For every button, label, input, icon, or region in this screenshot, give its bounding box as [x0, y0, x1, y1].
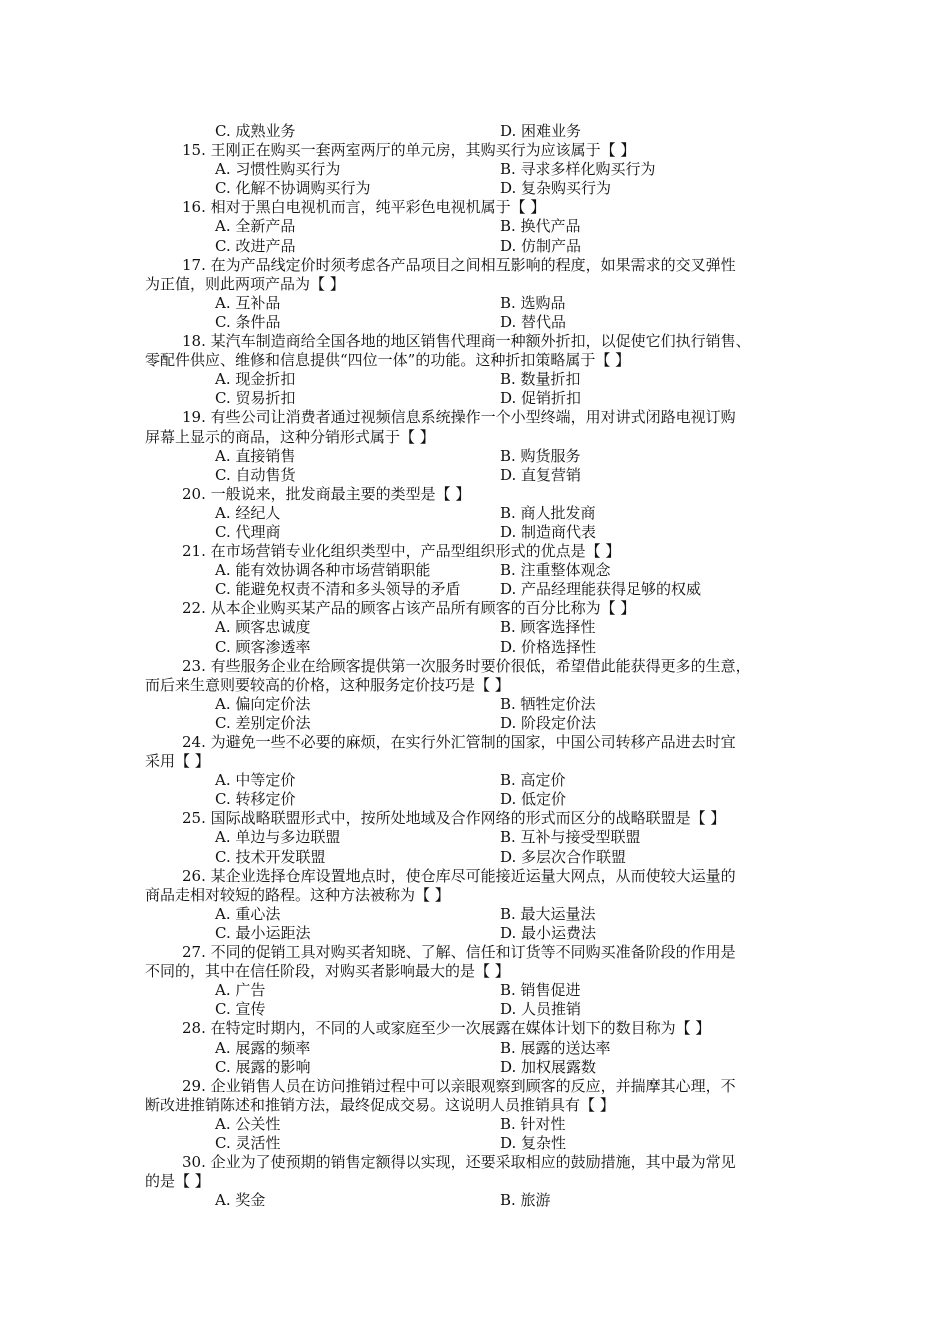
exam-page: [0, 122, 950, 1210]
answer-option: A. 单边与多边联盟: [215, 828, 341, 847]
option-row: [0, 447, 950, 466]
option-row: [0, 714, 950, 733]
option-row: [0, 905, 950, 924]
answer-option: B. 选购品: [500, 293, 566, 312]
question-stem-line: 而后来生意则要较高的价格，这种服务定价技巧是【 】: [145, 675, 510, 694]
option-row: [0, 160, 950, 179]
answer-option: A. 中等定价: [215, 771, 296, 790]
question-stem-line: 26. 某企业选择仓库设置地点时，使仓库尽可能接近运量大网点，从而使较大运量的: [182, 866, 736, 885]
answer-option: B. 寻求多样化购买行为: [500, 160, 656, 179]
answer-option: A. 全新产品: [215, 217, 296, 236]
answer-option: D. 阶段定价法: [500, 713, 597, 732]
option-row: [0, 294, 950, 313]
option-row: [0, 1115, 950, 1134]
answer-option: B. 旅游: [500, 1191, 551, 1210]
answer-option: B. 换代产品: [500, 217, 581, 236]
answer-option: B. 互补与接受型联盟: [500, 828, 641, 847]
answer-option: B. 牺牲定价法: [500, 694, 596, 713]
question-stem-line: 25. 国际战略联盟形式中，按所处地域及合作网络的形式而区分的战略联盟是【 】: [182, 809, 726, 828]
option-row: [0, 523, 950, 542]
question-block: [0, 256, 950, 332]
answer-option: A. 重心法: [215, 904, 281, 923]
question-stem-line: 27. 不同的促销工具对购买者知晓、了解、信任和订货等不同购买准备阶段的作用是: [182, 943, 736, 962]
question-stem-line: 17. 在为产品线定价时须考虑各产品项目之间相互影响的程度，如果需求的交叉弹性: [182, 255, 736, 274]
question-stem-line: 24. 为避免一些不必要的麻烦，在实行外汇管制的国家，中国公司转移产品进去时宜: [182, 733, 736, 751]
answer-option: C. 灵活性: [215, 1133, 281, 1152]
answer-option: C. 代理商: [215, 522, 281, 541]
question-block: [0, 141, 950, 198]
question-stem-line: 的是【 】: [145, 1172, 210, 1191]
question-block: [0, 542, 950, 599]
question-stem-line: 18. 某汽车制造商给全国各地的地区销售代理商一种额外折扣，以促使它们执行销售、: [182, 332, 751, 351]
option-row: [0, 1191, 950, 1210]
option-row: [0, 237, 950, 256]
option-row: [0, 313, 950, 332]
answer-option: C. 能避免权责不清和多头领导的矛盾: [215, 580, 461, 599]
answer-option: D. 直复营销: [500, 465, 582, 484]
question-block: [0, 408, 950, 484]
answer-option: A. 奖金: [215, 1191, 266, 1210]
answer-option: C. 展露的影响: [215, 1057, 311, 1076]
answer-option: A. 顾客忠诚度: [215, 618, 311, 637]
question-block: [0, 599, 950, 656]
option-row: [0, 179, 950, 198]
answer-option: C. 最小运距法: [215, 923, 311, 942]
answer-option: A. 互补品: [215, 293, 281, 312]
answer-option: D. 多层次合作联盟: [500, 847, 627, 866]
option-row: [0, 466, 950, 485]
answer-option: B. 购货服务: [500, 446, 581, 465]
answer-option: D. 复杂性: [500, 1133, 567, 1152]
question-stem-line: 16. 相对于黑白电视机而言，纯平彩色电视机属于【 】: [182, 198, 546, 217]
answer-option: A. 现金折扣: [215, 370, 296, 389]
answer-option: C. 自动售货: [215, 465, 296, 484]
answer-option: D. 促销折扣: [500, 389, 582, 408]
answer-option: A. 直接销售: [215, 446, 296, 465]
answer-option: A. 广告: [215, 981, 266, 1000]
question-stem-line: 23. 有些服务企业在给顾客提供第一次服务时要价很低，希望借此能获得更多的生意，: [182, 656, 751, 675]
answer-option: B. 高定价: [500, 771, 566, 790]
option-row: [0, 618, 950, 637]
answer-option: D. 产品经理能获得足够的权威: [500, 580, 702, 599]
answer-option: B. 顾客选择性: [500, 618, 596, 637]
option-row: [0, 1058, 950, 1077]
answer-option: C. 宣传: [215, 1000, 266, 1019]
option-row: [0, 217, 950, 236]
question-stem-line: 零配件供应、维修和信息提供“四位一体”的功能。这种折扣策略属于【 】: [145, 351, 631, 370]
question-stem-line: 19. 有些公司让消费者通过视频信息系统操作一个小型终端，用对讲式闭路电视订购: [182, 408, 736, 427]
option-row: [0, 695, 950, 714]
question-stem-line: 断改进推销陈述和推销方法，最终促成交易。这说明人员推销具有【 】: [145, 1095, 615, 1114]
answer-option: C. 技术开发联盟: [215, 847, 326, 866]
question-block: [0, 943, 950, 1019]
answer-option: C. 成熟业务: [215, 122, 296, 140]
answer-option: B. 最大运量法: [500, 904, 596, 923]
answer-option: B. 数量折扣: [500, 370, 581, 389]
option-row: [0, 580, 950, 599]
option-row: [0, 771, 950, 790]
question-block: [0, 332, 950, 408]
option-row: [0, 981, 950, 1000]
option-row: [0, 1000, 950, 1019]
option-row: [0, 1039, 950, 1058]
question-block: [0, 1077, 950, 1153]
answer-option: A. 公关性: [215, 1114, 281, 1133]
answer-option: A. 展露的频率: [215, 1038, 311, 1057]
option-row: [0, 389, 950, 408]
answer-option: A. 经纪人: [215, 503, 281, 522]
question-stem-line: 29. 企业销售人员在访问推销过程中可以亲眼观察到顾客的反应，并揣摩其心理，不: [182, 1076, 736, 1095]
answer-option: C. 贸易折扣: [215, 389, 296, 408]
question-block: [0, 1153, 950, 1210]
question-block: [0, 198, 950, 255]
answer-option: C. 条件品: [215, 312, 281, 331]
question-block: [0, 485, 950, 542]
answer-option: C. 化解不协调购买行为: [215, 179, 371, 198]
question-stem-line: 不同的，其中在信任阶段，对购买者影响最大的是【 】: [145, 962, 510, 981]
answer-option: D. 制造商代表: [500, 522, 597, 541]
question-stem-line: 为正值，则此两项产品为【 】: [145, 274, 345, 293]
answer-option: C. 转移定价: [215, 790, 296, 809]
answer-option: C. 差别定价法: [215, 713, 311, 732]
question-stem-line: 屏幕上显示的商品，这种分销形式属于【 】: [145, 427, 435, 446]
question-block: [0, 1019, 950, 1076]
question-stem-line: 20. 一般说来，批发商最主要的类型是【 】: [182, 484, 471, 503]
question-block: [0, 122, 950, 141]
answer-option: B. 展露的送达率: [500, 1038, 611, 1057]
answer-option: D. 仿制产品: [500, 236, 582, 255]
question-stem-line: 22. 从本企业购买某产品的顾客占该产品所有顾客的百分比称为【 】: [182, 599, 636, 618]
question-block: [0, 657, 950, 733]
option-row: [0, 828, 950, 847]
answer-option: D. 人员推销: [500, 1000, 582, 1019]
answer-option: D. 最小运费法: [500, 923, 597, 942]
question-stem-line: 28. 在特定时期内，不同的人或家庭至少一次展露在媒体计划下的数目称为【 】: [182, 1019, 711, 1038]
question-stem-line: 30. 企业为了使预期的销售定额得以实现，还要采取相应的鼓励措施，其中最为常见: [182, 1153, 736, 1172]
question-block: [0, 867, 950, 943]
answer-option: B. 商人批发商: [500, 503, 596, 522]
option-row: [0, 122, 950, 141]
question-stem-line: 21. 在市场营销专业化组织类型中，产品型组织形式的优点是【 】: [182, 542, 621, 561]
answer-option: D. 价格选择性: [500, 637, 597, 656]
option-row: [0, 924, 950, 943]
answer-option: D. 替代品: [500, 312, 567, 331]
answer-option: C. 顾客渗透率: [215, 637, 311, 656]
answer-option: D. 低定价: [500, 790, 567, 809]
option-row: [0, 370, 950, 389]
option-row: [0, 848, 950, 867]
answer-option: A. 能有效协调各种市场营销职能: [215, 561, 431, 580]
answer-option: A. 偏向定价法: [215, 694, 311, 713]
option-row: [0, 504, 950, 523]
question-block: [0, 733, 950, 809]
answer-option: B. 针对性: [500, 1114, 566, 1133]
option-row: [0, 790, 950, 809]
answer-option: D. 困难业务: [500, 122, 582, 140]
option-row: [0, 1134, 950, 1153]
answer-option: D. 加权展露数: [500, 1057, 597, 1076]
question-stem-line: 15. 王刚正在购买一套两室两厅的单元房，其购买行为应该属于【 】: [182, 141, 636, 160]
answer-option: B. 销售促进: [500, 981, 581, 1000]
answer-option: D. 复杂购买行为: [500, 179, 612, 198]
answer-option: C. 改进产品: [215, 236, 296, 255]
question-stem-line: 采用【 】: [145, 752, 210, 771]
question-block: [0, 809, 950, 866]
answer-option: A. 习惯性购买行为: [215, 160, 341, 179]
question-stem-line: 商品走相对较短的路程。这种方法被称为【 】: [145, 885, 450, 904]
option-row: [0, 561, 950, 580]
answer-option: B. 注重整体观念: [500, 561, 611, 580]
option-row: [0, 638, 950, 657]
